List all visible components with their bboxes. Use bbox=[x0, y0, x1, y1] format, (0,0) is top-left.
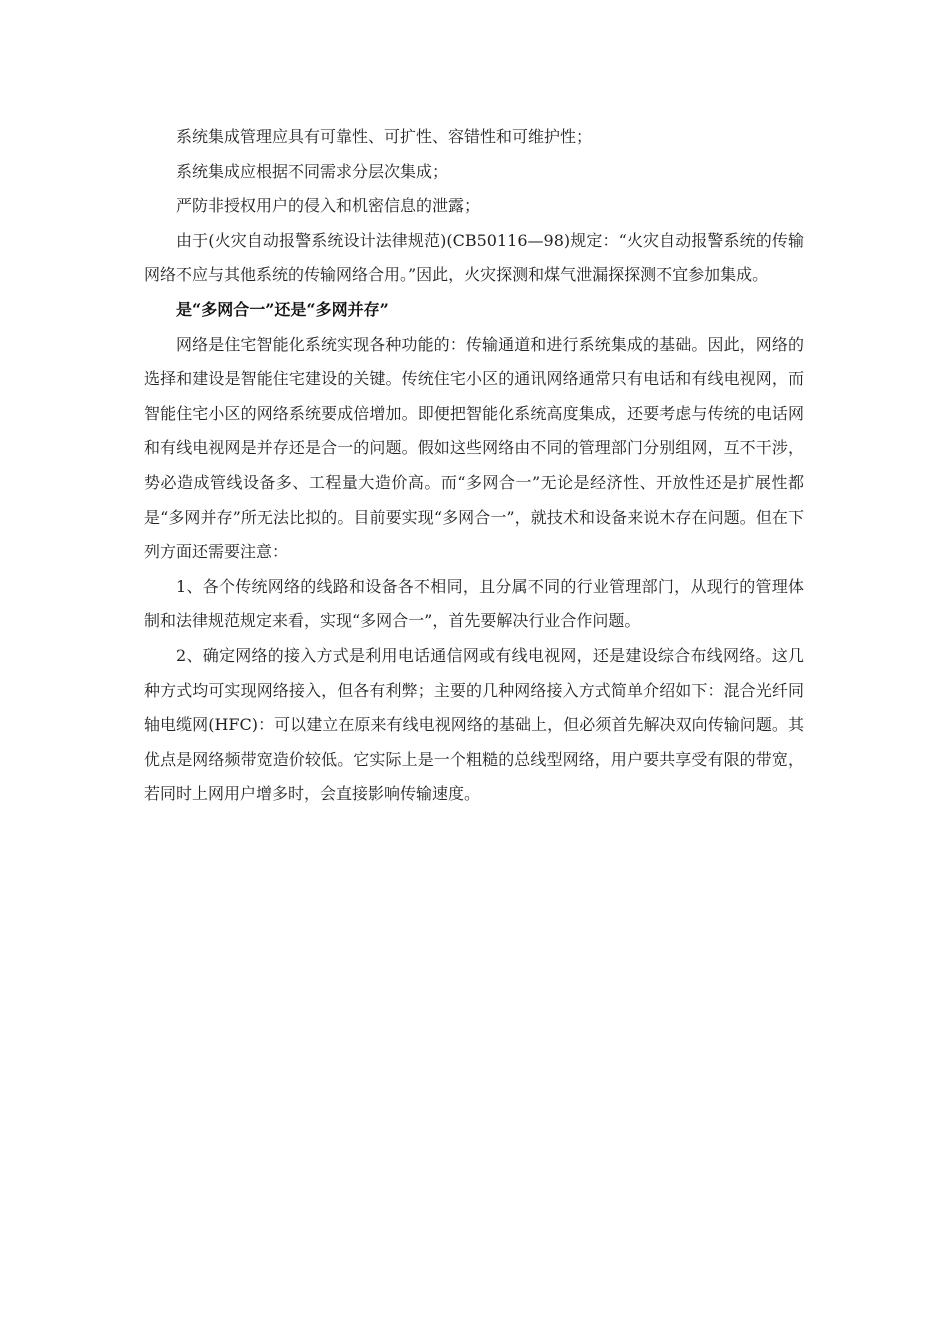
paragraph-item-2-access-method: 2、确定网络的接入方式是利用电话通信网或有线电视网，还是建设综合布线网络。这几种方式均可实现网络接入，但各有利弊；主要的几种网络接入方式简单介绍如下：混合光纤同轴电缆网(HFC)：可以建立在原来有线电视网络的基础上，但必须首先解决双向传输问题。其优点是网络频带宽造价较低。它实际上是一个粗糙的总线型网络，用户要共享受有限的带宽，若同时上网用户增多时，会直接影响传输速度。 bbox=[144, 645, 804, 804]
paragraph-item-1-industry-cooperation: 1、各个传统网络的线路和设备各不相同，且分属不同的行业管理部门，从现行的管理体制和法律规范规定来看，实现“多网合一”，首先要解决行业合作问题。 bbox=[144, 576, 804, 631]
paragraph-layered-integration: 系统集成应根据不同需求分层次集成； bbox=[176, 161, 449, 181]
section-heading: 是“多网合一”还是“多网并存” bbox=[176, 299, 389, 319]
paragraph-prevent-unauthorized-access: 严防非授权用户的侵入和机密信息的泄露； bbox=[176, 196, 481, 216]
paragraph-network-foundation: 网络是住宅智能化系统实现各种功能的：传输通道和进行系统集成的基础。因此，网络的选择和建设是智能住宅建设的关键。传统住宅小区的通讯网络通常只有电话和有线电视网，而智能住宅小区的网络系统要成倍增加。即便把智能化系统高度集成，还要考虑与传统的电话网和有线电视网是并存还是合一的问题。假如这些网络由不同的管理部门分别组网，互不干涉，势必造成管线设备多、工程量大造价高。而“多网合一”无论是经济性、开放性还是扩展性都是“多网并存”所无法比拟的。目前要实现“多网合一”，就技术和设备来说木存在问题。但在下列方面还需要注意： bbox=[144, 334, 804, 562]
paragraph-system-integration-reliability: 系统集成管理应具有可靠性、可扩性、容错性和可维护性； bbox=[176, 127, 593, 146]
paragraph-fire-alarm-regulation: 由于(火灾自动报警系统设计法律规范)(CB50116—98)规定：“火灾自动报警系统的传输网络不应与其他系统的传输网络合用。”因此，火灾探测和煤气泄漏探探测不宜参加集成。 bbox=[144, 230, 804, 285]
document-body bbox=[144, 120, 804, 812]
